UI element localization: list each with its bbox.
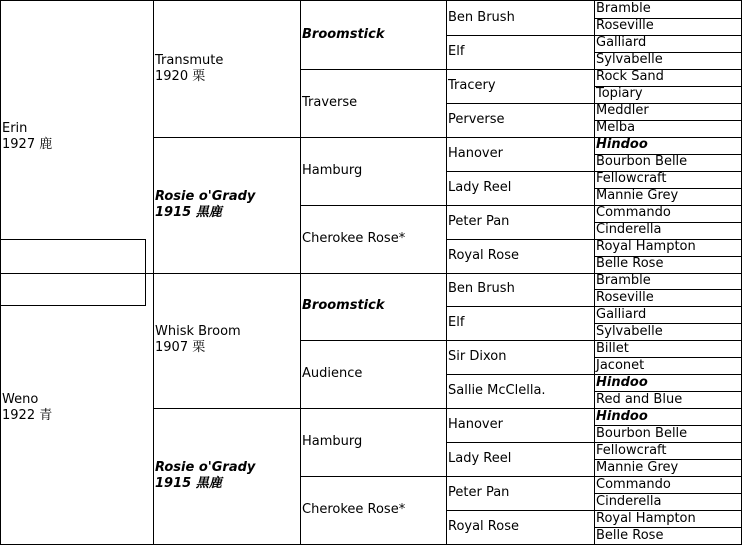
horse-name: Broomstick [302, 298, 385, 313]
gen5-horse-cell [596, 307, 740, 323]
horse-name: Cherokee Rose* [302, 231, 406, 246]
horse-name: Elf [448, 44, 465, 59]
horse-name: Bourbon Belle [596, 426, 688, 441]
horse-name: Sallie McClella. [448, 383, 546, 398]
horse-name: Mannie Grey [596, 460, 679, 475]
gen5-horse-cell [596, 324, 740, 340]
horse-year-color: 1915 黒鹿 [155, 476, 222, 491]
horse-name: Broomstick [302, 27, 385, 42]
horse-name: Rock Sand [596, 69, 664, 84]
cell-divider [300, 340, 447, 341]
gen5-horse-cell [596, 443, 740, 459]
cell-divider [300, 408, 447, 409]
gen5-horse-cell [596, 409, 740, 425]
horse-year-color: 1915 黒鹿 [155, 205, 222, 220]
horse-name: Melba [596, 120, 636, 135]
horse-name: Mannie Grey [596, 188, 679, 203]
horse-name: Audience [302, 366, 363, 381]
gen2-horse-cell [155, 53, 299, 85]
cell-divider [446, 171, 595, 172]
cell-divider [153, 137, 301, 138]
horse-name: Weno [2, 392, 39, 407]
gen5-horse-cell [596, 477, 740, 493]
gen4-horse-cell [448, 112, 593, 128]
gen4-horse-cell [448, 417, 593, 433]
horse-name: Bourbon Belle [596, 154, 688, 169]
gen3-horse-cell [302, 502, 445, 518]
horse-name: Elf [448, 315, 465, 330]
gen4-horse-cell [448, 214, 593, 230]
gen3-horse-cell [302, 366, 445, 382]
cell-divider [446, 273, 595, 274]
gen4-horse-cell [448, 315, 593, 331]
horse-name: Fellowcraft [596, 443, 667, 458]
gen4-horse-cell [448, 44, 593, 60]
gen5-horse-cell [596, 205, 740, 221]
gen4-horse-cell [448, 485, 593, 501]
gen5-horse-cell [596, 154, 740, 170]
horse-name: Roseville [596, 290, 654, 305]
horse-name: Hanover [448, 417, 503, 432]
horse-name: Perverse [448, 112, 505, 127]
gen3-horse-cell [302, 298, 445, 314]
gen3-horse-cell [302, 434, 445, 450]
cell-divider [446, 137, 595, 138]
gen5-horse-cell [596, 69, 740, 85]
horse-name: Hanover [448, 146, 503, 161]
cell-divider [446, 103, 595, 104]
horse-name: Bramble [596, 1, 651, 16]
horse-year-color: 1922 青 [2, 408, 53, 423]
horse-name: Bramble [596, 273, 651, 288]
horse-name: Rosie o'Grady [155, 460, 256, 475]
horse-year-color: 1920 栗 [155, 69, 206, 84]
cell-divider [446, 442, 595, 443]
horse-name: Belle Rose [596, 528, 664, 543]
horse-name: Royal Rose [448, 248, 519, 263]
horse-name: Transmute [155, 53, 224, 68]
gen5-horse-cell [596, 18, 740, 34]
gen5-horse-cell [596, 137, 740, 153]
horse-name: Traverse [302, 95, 358, 110]
gen5-horse-cell [596, 358, 740, 374]
gen4-horse-cell [448, 10, 593, 26]
horse-name: Sylvabelle [596, 52, 663, 67]
gen5-horse-cell [596, 341, 740, 357]
cell-divider [153, 408, 301, 409]
cell-divider [446, 374, 595, 375]
horse-name: Royal Hampton [596, 239, 696, 254]
gen3-horse-cell [302, 231, 445, 247]
gen3-horse-cell [302, 95, 445, 111]
gen5-horse-cell [596, 52, 740, 68]
gen3-horse-cell [302, 27, 445, 43]
horse-name: Royal Rose [448, 519, 519, 534]
gen4-horse-cell [448, 519, 593, 535]
cell-divider [446, 408, 595, 409]
gen5-horse-cell [596, 86, 740, 102]
gen5-horse-cell [596, 375, 740, 391]
gen4-horse-cell [448, 248, 593, 264]
gen5-horse-cell [596, 171, 740, 187]
gen5-horse-cell [596, 290, 740, 306]
gen4-horse-cell [448, 383, 593, 399]
horse-name: Peter Pan [448, 214, 510, 229]
horse-name: Lady Reel [448, 180, 512, 195]
cell-divider [300, 205, 447, 206]
horse-name: Hindoo [596, 409, 648, 424]
horse-name: Commando [596, 205, 671, 220]
horse-name: Belle Rose [596, 256, 664, 271]
gen5-horse-cell [596, 494, 740, 510]
horse-name: Meddler [596, 103, 649, 118]
gen4-horse-cell [448, 451, 593, 467]
gen5-horse-cell [596, 511, 740, 527]
cell-divider [446, 239, 595, 240]
gen4-horse-cell [448, 180, 593, 196]
horse-name: Sylvabelle [596, 324, 663, 339]
gen5-horse-cell [596, 222, 740, 238]
horse-name: Cinderella [596, 222, 662, 237]
cell-divider [446, 476, 595, 477]
cell-divider [446, 69, 595, 70]
gen5-horse-cell [596, 528, 740, 544]
horse-name: Ben Brush [448, 10, 515, 25]
horse-name: Red and Blue [596, 392, 683, 407]
horse-name: Roseville [596, 18, 654, 33]
cell-divider [446, 510, 595, 511]
gen1-horse-cell [2, 121, 152, 153]
gen4-horse-cell [448, 349, 593, 365]
cell-divider [153, 273, 301, 274]
cell-divider [300, 476, 447, 477]
horse-name: Jaconet [596, 358, 645, 373]
gen2-horse-cell [155, 189, 299, 221]
horse-name: Royal Hampton [596, 511, 696, 526]
gen5-horse-cell [596, 103, 740, 119]
horse-name: Fellowcraft [596, 171, 667, 186]
horse-name: Whisk Broom [155, 324, 241, 339]
horse-name: Cinderella [596, 494, 662, 509]
horse-name: Ben Brush [448, 281, 515, 296]
gen2-horse-cell [155, 324, 299, 356]
horse-name: Peter Pan [448, 485, 510, 500]
gen5-horse-cell [596, 239, 740, 255]
cell-divider [300, 137, 447, 138]
horse-name: Sir Dixon [448, 349, 507, 364]
gen2-horse-cell [155, 460, 299, 492]
gen5-horse-cell [596, 120, 740, 136]
gen5-horse-cell [596, 426, 740, 442]
gen5-horse-cell [596, 1, 740, 17]
horse-name: Hindoo [596, 137, 648, 152]
horse-name: Billet [596, 341, 629, 356]
horse-name: Galliard [596, 35, 647, 50]
cell-divider [300, 273, 447, 274]
horse-name: Lady Reel [448, 451, 512, 466]
horse-name: Erin [2, 121, 28, 136]
horse-year-color: 1907 栗 [155, 340, 206, 355]
gen5-horse-cell [596, 273, 740, 289]
gen5-horse-cell [596, 35, 740, 51]
gen1-horse-cell [2, 392, 152, 424]
horse-name: Cherokee Rose* [302, 502, 406, 517]
horse-name: Rosie o'Grady [155, 189, 256, 204]
horse-name: Topiary [596, 86, 643, 101]
cell-divider [446, 306, 595, 307]
horse-name: Hindoo [596, 375, 648, 390]
gen5-horse-cell [596, 256, 740, 272]
cell-divider [0, 273, 154, 274]
gen4-horse-cell [448, 78, 593, 94]
gen3-horse-cell [302, 163, 445, 179]
horse-name: Tracery [448, 78, 496, 93]
cell-divider [446, 340, 595, 341]
horse-name: Galliard [596, 307, 647, 322]
gen4-horse-cell [448, 146, 593, 162]
gen4-horse-cell [448, 281, 593, 297]
gen5-horse-cell [596, 188, 740, 204]
horse-name: Hamburg [302, 163, 363, 178]
gen5-horse-cell [596, 460, 740, 476]
cell-divider [300, 69, 447, 70]
cell-divider [446, 35, 595, 36]
horse-name: Hamburg [302, 434, 363, 449]
gen5-horse-cell [596, 392, 740, 408]
cell-divider [446, 205, 595, 206]
horse-name: Commando [596, 477, 671, 492]
horse-year-color: 1927 鹿 [2, 137, 53, 152]
